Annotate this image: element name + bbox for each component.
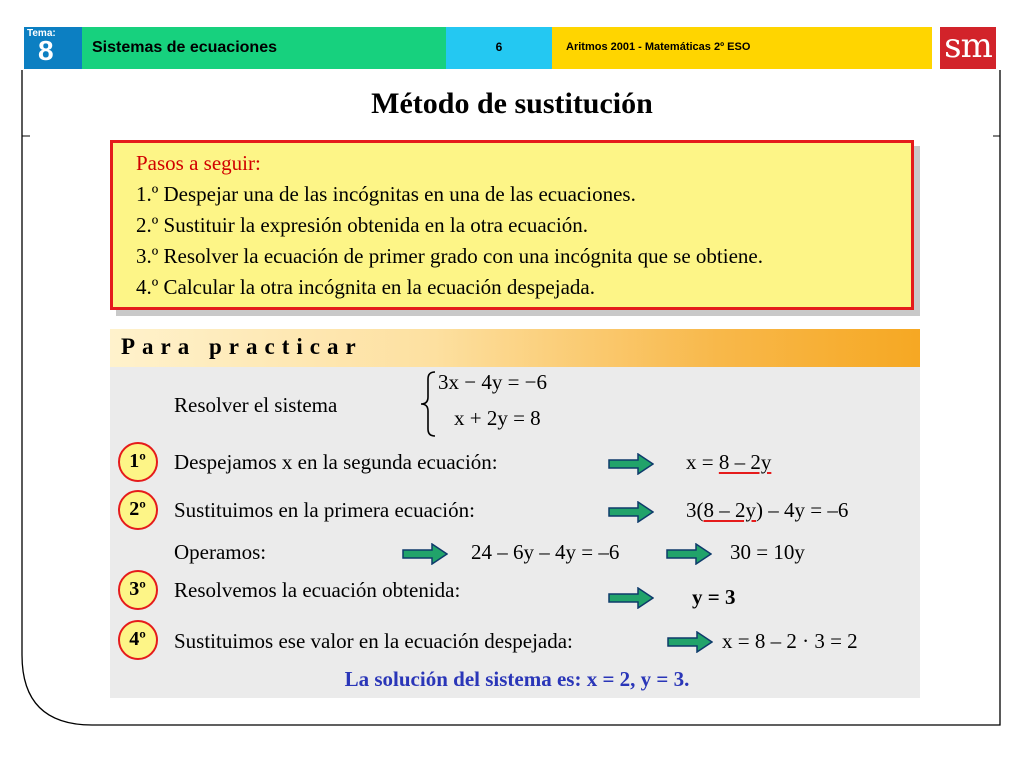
arrow-right-icon [608, 501, 654, 523]
arrow-right-icon [608, 587, 654, 609]
topic-badge [24, 27, 82, 69]
equation-1: 3x − 4y = −6 [438, 370, 548, 394]
header-title: Sistemas de ecuaciones [92, 39, 277, 56]
step-badge-1: 1º [118, 442, 158, 482]
step2-result: 3(8 – 2y) – 4y = –6 [686, 498, 849, 522]
step3-result: y = 3 [692, 585, 736, 609]
practice-heading: Para practicar [121, 334, 363, 359]
step-badge-2: 2º [118, 490, 158, 530]
topic-number: 8 [38, 35, 54, 66]
header-page-segment [446, 27, 552, 69]
step4-text: Sustituimos ese valor en la ecuación despejada: [174, 629, 573, 653]
step-badge-3: 3º [118, 570, 158, 610]
practice-header [110, 329, 920, 367]
step-item: 2.º Sustituir la expresión obtenida en la otra ecuación. [136, 213, 589, 237]
step1-result: x = 8 – 2y [686, 450, 772, 474]
arrow-right-icon [666, 543, 712, 565]
step-item: 1.º Despejar una de las incógnitas en una de las ecuaciones. [136, 182, 636, 206]
solution-text: La solución del sistema es: x = 2, y = 3. [344, 667, 690, 691]
equation-2: x + 2y = 8 [454, 406, 541, 430]
operate-result: 30 = 10y [730, 540, 805, 564]
system-intro: Resolver el sistema [174, 393, 338, 417]
publisher-logo [932, 27, 1000, 69]
operate-middle: 24 – 6y – 4y = –6 [471, 540, 620, 564]
header-title-segment [82, 27, 446, 69]
steps-heading: Pasos a seguir: [136, 151, 261, 175]
topic-label: Tema: [27, 28, 56, 39]
operate-text: Operamos: [174, 540, 267, 564]
step-item: 4.º Calcular la otra incógnita en la ecuación despejada. [136, 275, 595, 299]
step-item: 3.º Resolver la ecuación de primer grado con una incógnita que se obtiene. [136, 244, 763, 268]
page-title: Método de sustitución [371, 87, 653, 120]
step3-text: Resolvemos la ecuación obtenida: [174, 578, 461, 602]
page-number: 6 [495, 40, 503, 54]
logo-text: sm [944, 26, 992, 66]
step4-result: x = 8 – 2 · 3 = 2 [722, 629, 858, 653]
step1-text: Despejamos x en la segunda ecuación: [174, 450, 498, 474]
book-title: Aritmos 2001 - Matemáticas 2º ESO [566, 41, 751, 53]
arrow-right-icon [608, 453, 654, 475]
step-badge-4: 4º [118, 620, 158, 660]
arrow-right-icon [667, 631, 713, 653]
header-book-segment [552, 27, 932, 69]
steps-box [110, 140, 914, 310]
equation-system [418, 368, 598, 440]
arrow-right-icon [402, 543, 448, 565]
step2-text: Sustituimos en la primera ecuación: [174, 498, 475, 522]
